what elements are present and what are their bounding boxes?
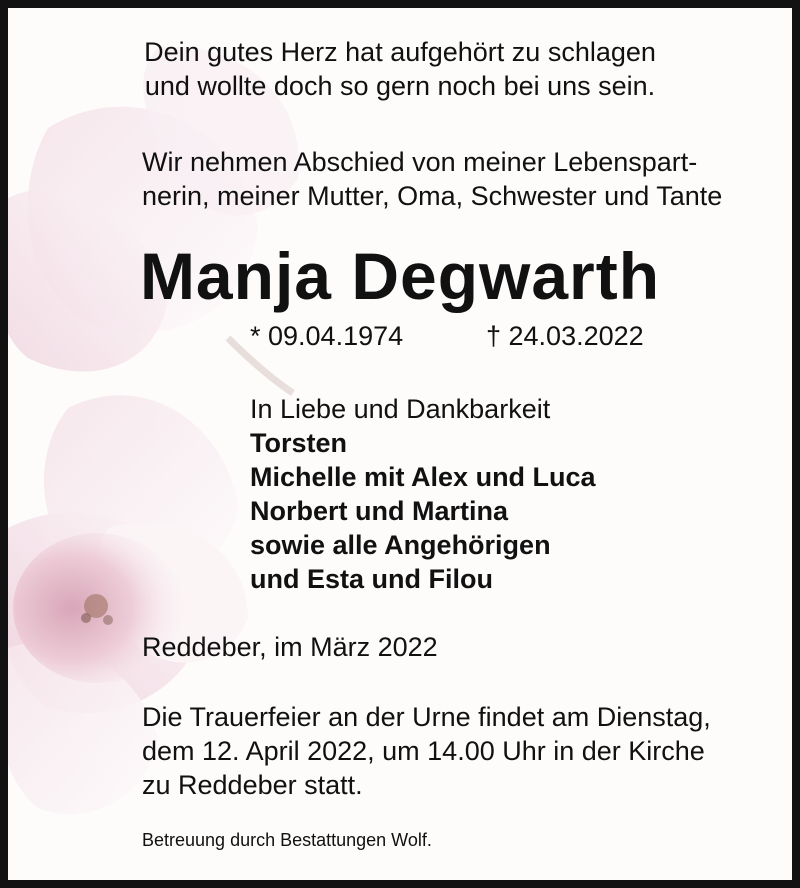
verse-line-1: Dein gutes Herz hat aufgehört zu schlagen <box>144 37 656 67</box>
ceremony-line-3: zu Reddeber statt. <box>142 770 363 800</box>
verse-line-2: und wollte doch so gern noch bei uns sein. <box>144 71 656 101</box>
birth-date: * 09.04.1974 <box>250 321 404 351</box>
thanks-line: In Liebe und Dankbarkeit <box>250 394 551 424</box>
ceremony-line-2: dem 12. April 2022, um 14.00 Uhr in der Kirche <box>142 736 705 766</box>
mourner-4: sowie alle Angehörigen <box>250 530 551 560</box>
place-date: Reddeber, im März 2022 <box>142 632 438 662</box>
death-date: † 24.03.2022 <box>486 321 644 351</box>
mourner-3: Norbert und Martina <box>250 496 509 526</box>
mourner-5: und Esta und Filou <box>250 564 493 594</box>
intro-line-1: Wir nehmen Abschied von meiner Lebenspart- <box>142 147 698 177</box>
mourner-1: Torsten <box>250 428 348 458</box>
mourner-2: Michelle mit Alex und Luca <box>250 462 596 492</box>
funeral-home-note: Betreuung durch Bestattungen Wolf. <box>142 830 432 850</box>
notice-text <box>8 8 792 880</box>
deceased-name: Manja Degwarth <box>139 239 661 313</box>
ceremony-line-1: Die Trauerfeier an der Urne findet am Dienstag, <box>142 702 711 732</box>
intro-line-2: nerin, meiner Mutter, Oma, Schwester und Tante <box>142 181 723 211</box>
